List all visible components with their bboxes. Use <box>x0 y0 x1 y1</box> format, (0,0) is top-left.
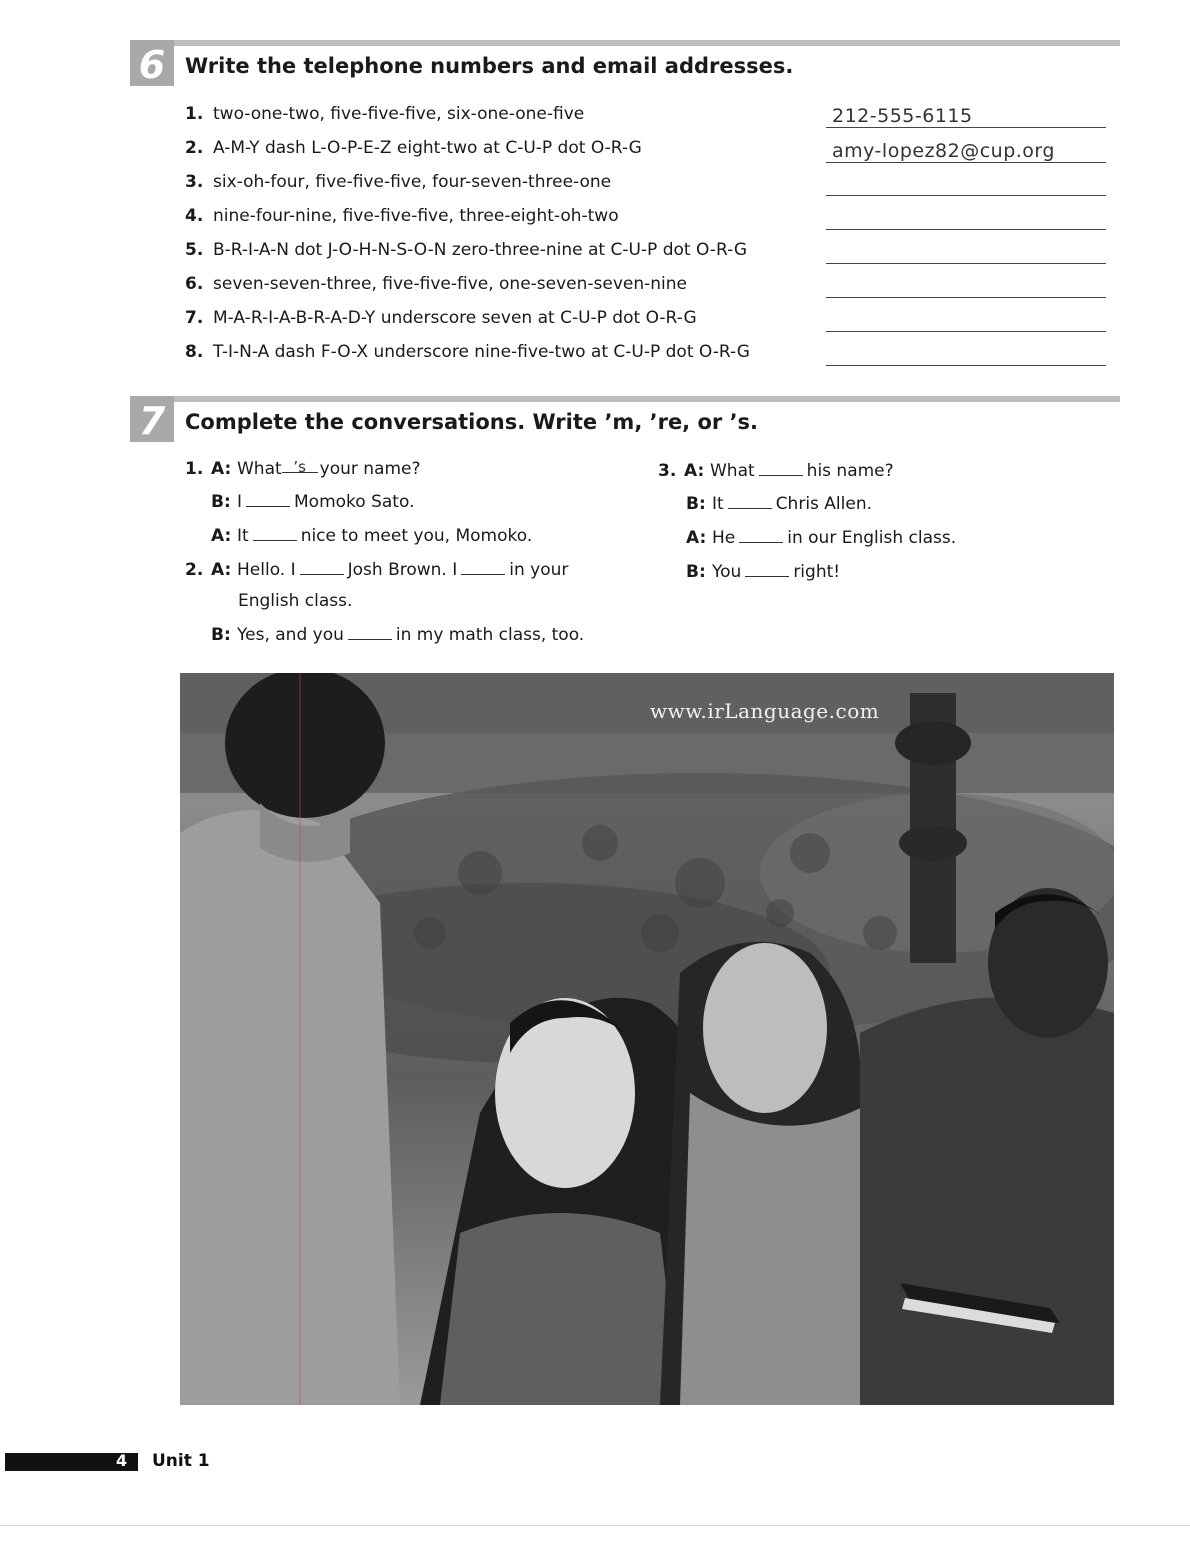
handwritten-answer: amy-lopez82@cup.org <box>832 140 1055 162</box>
answer-blank[interactable] <box>739 528 783 543</box>
answer-blank[interactable] <box>348 625 392 640</box>
exercise-6-item-2 <box>185 138 642 168</box>
conv-3-line-2 <box>686 493 872 515</box>
line-text: his name? <box>806 461 894 481</box>
item-prompt: nine-four-nine, five-five-five, three-eight-oh-two <box>213 206 619 226</box>
conv-number: 2. <box>185 560 204 580</box>
answer-blank[interactable] <box>300 560 344 575</box>
exercise-6-item-6 <box>185 274 687 304</box>
conv-2-line-2 <box>211 624 584 646</box>
line-text: in your <box>509 560 569 580</box>
line-text: You <box>712 562 742 582</box>
answer-line-5[interactable] <box>826 237 1106 264</box>
line-text: Josh Brown. I <box>347 560 458 580</box>
answer-line-7[interactable] <box>826 305 1106 332</box>
item-number: 1. <box>185 104 204 124</box>
line-text: What <box>237 459 282 479</box>
item-prompt: six-oh-four, five-five-five, four-seven-three-one <box>213 172 612 192</box>
conv-3-line-3 <box>686 527 956 549</box>
line-text: Chris Allen. <box>775 494 873 514</box>
speaker-label: B: <box>686 562 706 582</box>
item-prompt: T-I-N-A dash F-O-X underscore nine-five-two at C-U-P dot O-R-G <box>213 342 750 362</box>
item-number: 4. <box>185 206 204 226</box>
line-text: He <box>712 528 736 548</box>
item-prompt: M-A-R-I-A-B-R-A-D-Y underscore seven at C-U-P dot O-R-G <box>213 308 697 328</box>
photo-illustration <box>180 673 1114 1405</box>
speaker-label: A: <box>211 459 232 479</box>
watermark-text: www.irLanguage.com <box>650 699 880 723</box>
conv-3-line-4 <box>686 561 840 583</box>
exercise-6-item-7 <box>185 308 697 338</box>
line-text: right! <box>793 562 841 582</box>
answer-line-2[interactable] <box>826 136 1106 163</box>
header-rule <box>130 396 1120 402</box>
speaker-label: A: <box>684 461 705 481</box>
page-number: 4 <box>116 1451 128 1470</box>
handwritten-answer: 212-555-6115 <box>832 105 973 127</box>
speaker-label: B: <box>686 494 706 514</box>
speaker-label: B: <box>211 492 231 512</box>
answer-blank[interactable] <box>759 461 803 476</box>
item-prompt: A-M-Y dash L-O-P-E-Z eight-two at C-U-P dot O-R-G <box>213 138 642 158</box>
answer-line-8[interactable] <box>826 339 1106 366</box>
line-text: nice to meet you, Momoko. <box>300 526 533 546</box>
exercise-7-header <box>130 396 1120 442</box>
header-rule <box>130 40 1120 46</box>
exercise-6-item-8 <box>185 342 750 372</box>
line-text: I <box>237 492 243 512</box>
conv-1-line-1 <box>185 458 421 480</box>
item-number: 5. <box>185 240 204 260</box>
answer-line-4[interactable] <box>826 203 1106 230</box>
unit-label: Unit 1 <box>152 1451 210 1471</box>
line-text: in my math class, too. <box>395 625 585 645</box>
line-text: in our English class. <box>787 528 957 548</box>
answer-line-3[interactable] <box>826 169 1106 196</box>
answer-blank[interactable] <box>745 562 789 577</box>
line-text: Yes, and you <box>237 625 344 645</box>
answer-blank[interactable] <box>246 492 290 507</box>
exercise-6-item-5 <box>185 240 747 270</box>
line-text: your name? <box>319 459 421 479</box>
speaker-label: A: <box>211 526 232 546</box>
speaker-label: A: <box>686 528 707 548</box>
item-prompt: two-one-two, five-five-five, six-one-one-five <box>213 104 585 124</box>
item-prompt: seven-seven-three, five-five-five, one-seven-seven-nine <box>213 274 688 294</box>
exercise-number: 7 <box>130 396 174 442</box>
exercise-number: 6 <box>130 40 174 86</box>
line-text: Momoko Sato. <box>294 492 415 512</box>
line-text: Hello. I <box>237 560 296 580</box>
line-text: It <box>712 494 724 514</box>
student-photo <box>180 673 1114 1405</box>
conv-2-line-1-cont: English class. <box>238 591 353 611</box>
answer-blank[interactable] <box>461 560 505 575</box>
item-number: 3. <box>185 172 204 192</box>
item-number: 2. <box>185 138 204 158</box>
item-number: 8. <box>185 342 204 362</box>
answer-blank[interactable] <box>253 526 297 541</box>
conv-number: 3. <box>658 461 677 481</box>
line-text: What <box>710 461 755 481</box>
exercise-title: Complete the conversations. Write ’m, ’re, or ’s. <box>185 410 759 434</box>
conv-3-line-1 <box>658 460 894 482</box>
item-number: 6. <box>185 274 204 294</box>
bottom-rule <box>0 1525 1190 1526</box>
item-prompt: B-R-I-A-N dot J-O-H-N-S-O-N zero-three-nine at C-U-P dot O-R-G <box>213 240 747 260</box>
item-number: 7. <box>185 308 204 328</box>
conv-2-line-1 <box>185 559 568 581</box>
answer-line-1[interactable] <box>826 101 1106 128</box>
line-text: It <box>237 526 249 546</box>
exercise-title: Write the telephone numbers and email addresses. <box>185 54 794 78</box>
conv-number: 1. <box>185 459 204 479</box>
exercise-6-item-4 <box>185 206 619 236</box>
answer-line-6[interactable] <box>826 271 1106 298</box>
conv-1-line-2 <box>211 491 414 513</box>
speaker-label: B: <box>211 625 231 645</box>
answer-blank[interactable]: ’s <box>282 456 318 473</box>
speaker-label: A: <box>211 560 232 580</box>
exercise-6-item-1 <box>185 104 584 134</box>
answer-blank[interactable] <box>728 494 772 509</box>
exercise-6-header <box>130 40 1120 86</box>
exercise-6-item-3 <box>185 172 611 202</box>
conv-1-line-3 <box>211 525 532 547</box>
